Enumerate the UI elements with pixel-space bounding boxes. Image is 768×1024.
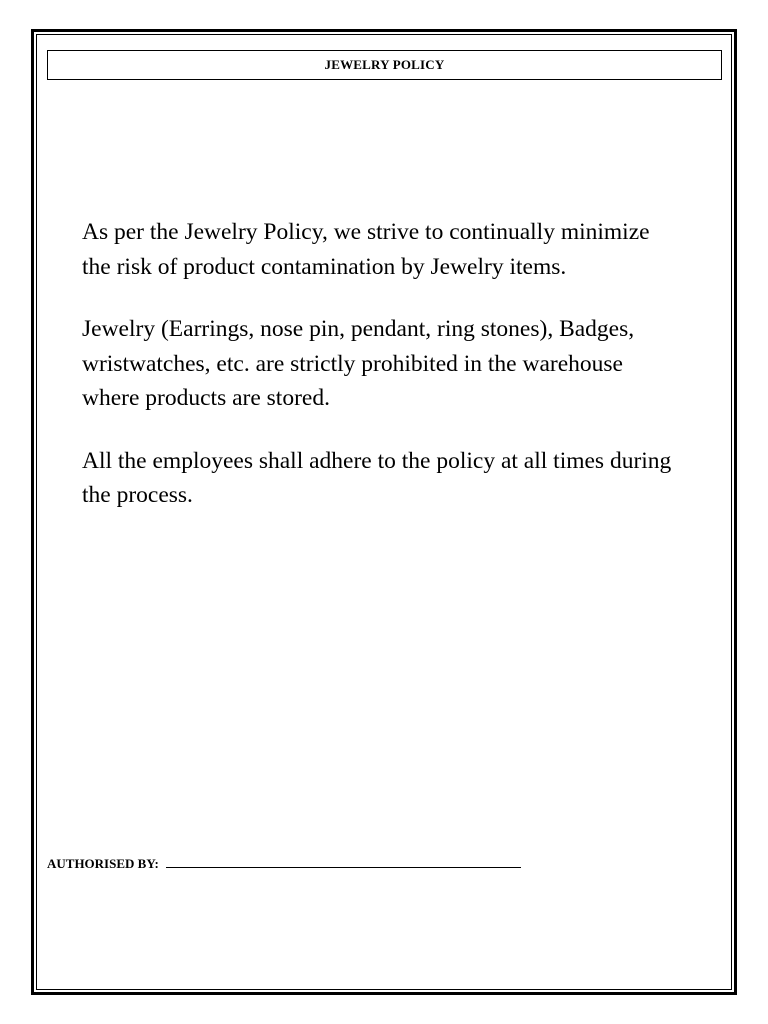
policy-paragraph-3: All the employees shall adhere to the policy at all times during the process.: [82, 447, 672, 508]
policy-paragraph-1: As per the Jewelry Policy, we strive to continually minimize the risk of product contamination by Jewelry items.: [82, 219, 650, 280]
signature-blank[interactable]: [166, 855, 521, 868]
policy-paragraph-2: Jewelry (Earrings, nose pin, pendant, ring stones), Badges, wristwatches, etc. are strictly prohibited in the warehouse where products are stored.: [82, 316, 635, 411]
title-box: [47, 50, 722, 80]
document-title: JEWELRY POLICY: [324, 57, 445, 72]
authorised-by-line: [47, 855, 521, 872]
policy-body: [82, 215, 682, 541]
authorised-by-label: AUTHORISED BY:: [47, 856, 159, 871]
